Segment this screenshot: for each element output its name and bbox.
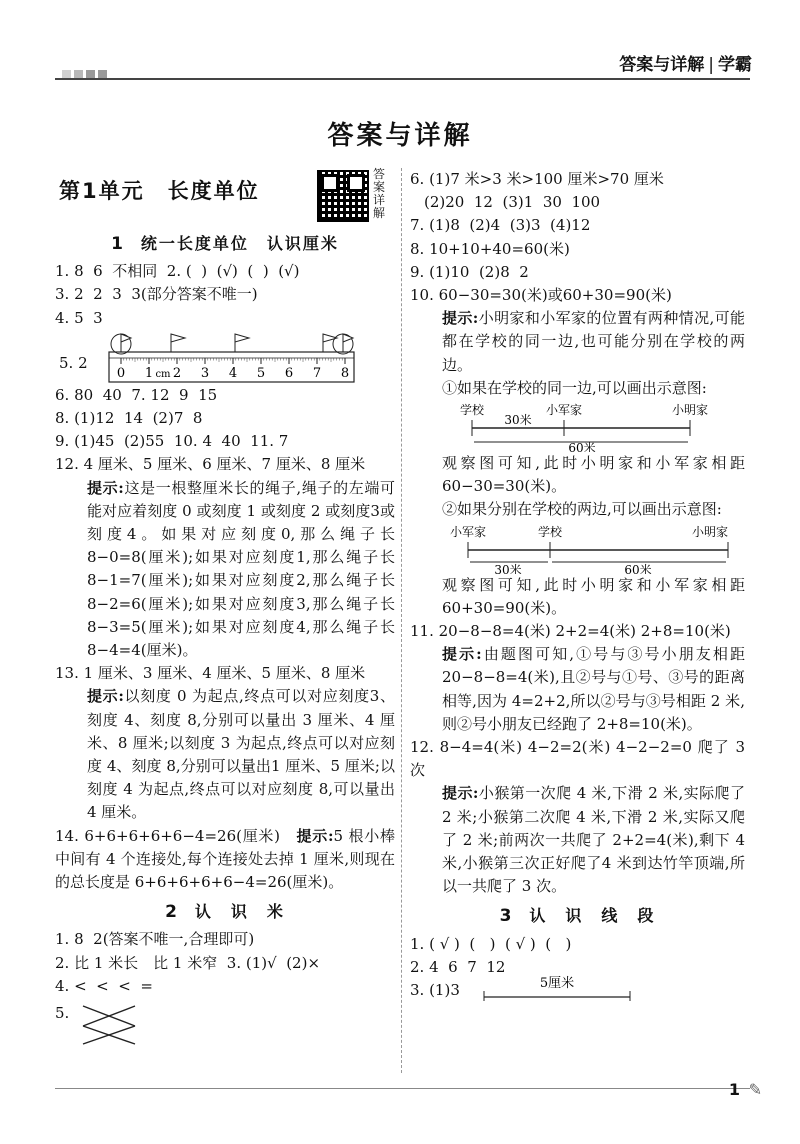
header-title: 答案与详解 (619, 55, 705, 75)
answer-line: (2)20 12 (3)1 30 100 (424, 193, 601, 212)
hint-text: 这是一根整厘米长的绳子,绳子的左端可能对应着刻度 0 或刻度 1 或刻度 2 或刻度3或刻度4。如果对应刻度0,那么绳子长 8−0=8(厘米);如果对应刻度1,那么绳子长 8−1=7(厘米);如果对应刻度2,那么绳子长 8−2=6(厘米);如果对应刻度3,那么绳子长 8−3=5(厘米);如果对应刻度4,那么绳子长 8−4=4(厘米)。 (87, 478, 395, 660)
answer-line: 3. 2 2 3 3(部分答案不唯一) (55, 285, 258, 304)
answer-label: 5. (55, 1004, 70, 1023)
answer-line: 12. 8−4=4(米) 4−2=2(米) 4−2−2=0 爬了 3 次 (410, 738, 745, 780)
section-1-title (55, 232, 395, 256)
label-seg2: 60米 (624, 562, 652, 574)
ruler-tick-label: 8 (340, 365, 350, 381)
answer-line: 6. (1)7 米>3 米>100 厘米>70 厘米 (410, 170, 664, 188)
answer-label: 5. 2 (59, 353, 88, 372)
ruler-tick-label: 7 (312, 365, 322, 381)
answer-line: 11. 20−8−8=4(米) 2+2=4(米) 2+8=10(米) (410, 622, 731, 641)
hint-block (55, 825, 395, 895)
section-number: 1 (111, 234, 125, 254)
answer-line: 8. (1)12 14 (2)7 8 (55, 409, 203, 428)
answer-line: 1. 8 2(答案不唯一,合理即可) (55, 930, 255, 949)
label-seg1: 30米 (494, 562, 522, 574)
segment-figure (410, 976, 745, 1003)
hint-label: 提示: (442, 309, 479, 328)
hint-block (55, 477, 395, 663)
distance-diagram-1 (440, 400, 745, 452)
hint-text: ②如果分别在学校的两边,可以画出示意图: (442, 500, 722, 519)
ruler-unit-label: cm (155, 368, 171, 380)
qr-code-icon[interactable] (317, 170, 369, 222)
distance-diagram-2 (440, 522, 745, 574)
distance-diagram-2-svg (440, 522, 730, 574)
hint-label: 提示: (442, 645, 482, 664)
answer-line: 9. (1)45 (2)55 10. 4 40 11. 7 (55, 432, 289, 451)
hint-text: 以刻度 0 为起点,终点可以对应刻度3、刻度 4、刻度 8,分别可以量出 3 厘米、4 厘米、8 厘米;以刻度 3 为起点,终点可以对应刻度 4、刻度 8,分别可以量出1 厘米、5 厘米;以刻度 4 为起点,终点可以对应刻度 8,可以量出 4 厘米。 (87, 687, 395, 822)
header-marker (62, 64, 110, 83)
flag-icon (235, 334, 249, 352)
page-title: 答案与详解 (327, 121, 473, 151)
answer-line: 8. 10+10+40=60(米) (410, 239, 570, 258)
hint-block (410, 782, 745, 898)
distance-diagram-1-svg (440, 400, 710, 452)
hint-text: 由题图可知,①号与③号小朋友相距 20−8−8=4(米),且②号与①号、③号的距离相等,因为 4=2+2,所以②号与③号相距 2 米,则②号小朋友已经跑了 2+8=10(米)。 (442, 645, 745, 733)
pencil-icon: ✎ (748, 1080, 762, 1099)
answer-line: 2. 比 1 米长 比 1 米窄 3. (1)√ (2)× (55, 953, 321, 972)
label-school: 学校 (459, 403, 485, 418)
ruler-tick-label: 6 (284, 365, 294, 381)
header-rule (55, 78, 750, 80)
hint-label: 提示: (87, 687, 124, 706)
hint-text: 5 根小棒中间有 4 个连接处,每个连接处去掉 1 厘米,则现在的总长度是 6+6+6+6+6−4=26(厘米)。 (55, 826, 395, 892)
label-xiaoming: 小明家 (671, 403, 709, 418)
flag-icon (333, 334, 353, 354)
ruler-tick-label: 0 (116, 365, 126, 381)
column-divider (401, 168, 402, 1073)
answer-line: 4. < < < = (55, 976, 153, 995)
ruler-tick-label: 2 (172, 365, 182, 381)
hint-label: 提示: (296, 826, 334, 845)
left-column (55, 168, 395, 1048)
ruler-tick-label: 1 (144, 365, 154, 381)
matching-lines-diagram (81, 1002, 141, 1048)
right-column (410, 168, 745, 1003)
answer-line: 4. 5 3 (55, 308, 103, 327)
label-seg1: 30米 (504, 413, 532, 428)
hint-text: ①如果在学校的同一边,可以画出示意图: (442, 378, 707, 397)
hint-text: 观察图可知,此时小明家和小军家相距 60−30=30(米)。 (442, 454, 745, 496)
segment-diagram (480, 973, 640, 1003)
answer-line: 2. 4 6 7 12 (410, 957, 506, 976)
matching-figure (55, 998, 395, 1048)
section-2-title (55, 900, 395, 924)
label-xiaojun: 小军家 (545, 403, 583, 418)
answer-line: 1. ( √ ) ( ) ( √ ) ( ) (410, 934, 572, 953)
ruler-tick-label: 5 (256, 365, 266, 381)
section-number: 3 (499, 906, 514, 927)
section-title-text: 认 识 米 (194, 902, 285, 922)
unit-header (55, 168, 395, 226)
header-brand: 学霸 (718, 55, 752, 75)
segment-label: 5厘米 (539, 976, 575, 992)
answer-line: 1. 8 6 不相同 2. ( ) (√) ( ) (√) (55, 262, 300, 281)
section-title-text: 统一长度单位 认识厘米 (140, 234, 339, 253)
unit-title: 第1单元 长度单位 (59, 179, 260, 203)
section-3-title (410, 904, 745, 928)
section-title-text: 认 识 线 段 (529, 906, 656, 926)
ruler-tick-label: 3 (200, 365, 210, 381)
hint-label: 提示: (87, 478, 124, 497)
answer-line: 12. 4 厘米、5 厘米、6 厘米、7 厘米、8 厘米 (55, 455, 366, 474)
answer-line: 10. 60−30=30(米)或60+30=90(米) (410, 286, 672, 305)
section-number: 2 (165, 902, 179, 923)
answer-line: 3. (1)3 (410, 981, 460, 1000)
hint-text: 小明家和小军家的位置有两种情况,可能都在学校的同一边,也可能分别在学校的两边。 (442, 309, 745, 374)
hint-text: 小猴第一次爬 4 米,下滑 2 米,实际爬了 2 米;小猴第二次爬 4 米,下滑 2 米,实际又爬了 2 米;前两次一共爬了 2+2=4(米),剩下 4 米,小猴第三次正好爬了4 米到达竹竿顶端,所以一共爬了 3 次。 (442, 784, 745, 896)
header-title-block (619, 50, 752, 75)
label-xiaoming: 小明家 (691, 524, 729, 539)
label-seg2: 60米 (568, 441, 596, 453)
hint-text: 观察图可知,此时小明家和小军家相距 60+30=90(米)。 (442, 575, 745, 617)
flag-icon (111, 334, 131, 354)
answer-line: 14. 6+6+6+6+6−4=26(厘米) (55, 826, 281, 845)
ruler-figure (55, 330, 395, 384)
ruler-diagram (95, 330, 355, 384)
header-separator: | (708, 55, 714, 75)
hint-block (410, 643, 745, 736)
qr-label: 答案详解 (373, 167, 386, 220)
hint-block (55, 685, 395, 824)
answer-line: 9. (1)10 (2)8 2 (410, 262, 529, 281)
answer-line: 6. 80 40 7. 12 9 15 (55, 385, 218, 404)
label-xiaojun: 小军家 (449, 524, 487, 539)
answer-line: 7. (1)8 (2)4 (3)3 (4)12 (410, 216, 591, 235)
flag-icon (171, 334, 185, 352)
page-number: 1 (728, 1080, 740, 1099)
hint-label: 提示: (442, 784, 479, 803)
answer-line: 13. 1 厘米、3 厘米、4 厘米、5 厘米、8 厘米 (55, 664, 366, 683)
footer-rule (55, 1088, 750, 1089)
ruler-tick-label: 4 (228, 365, 238, 381)
hint-block (410, 307, 745, 377)
label-school: 学校 (537, 524, 563, 539)
